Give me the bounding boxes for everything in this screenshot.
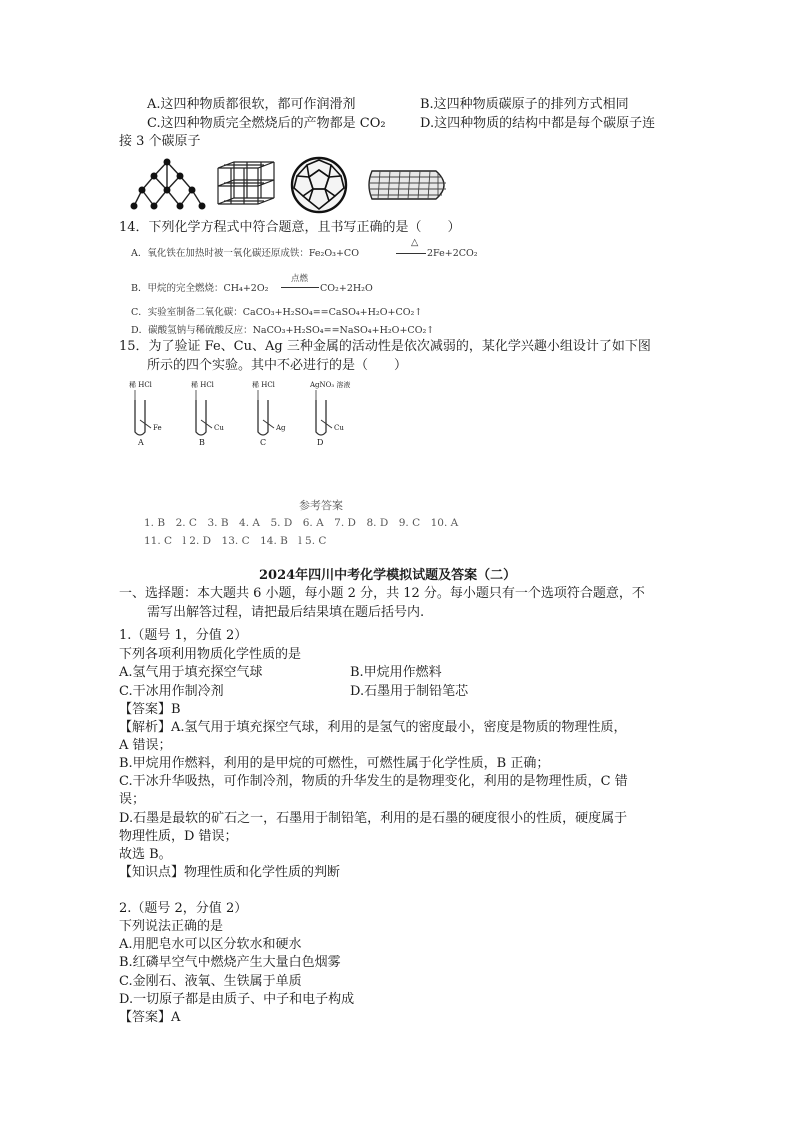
q14-b-arrow-line — [281, 287, 319, 288]
q15-stem-line1: 15．为了验证 Fe、Cu、Ag 三种金属的活动性是依次减弱的，某化学兴趣小组设计了如下图 — [119, 339, 651, 354]
tube-d-label: D — [317, 438, 324, 447]
q14-option-a-condition: △ — [411, 237, 419, 248]
q14-stem: 14．下列化学方程式中符合题意，且书写正确的是（ ） — [119, 220, 461, 235]
q1-option-b: B.甲烷用作燃料 — [350, 665, 442, 680]
section2-title: 2024年四川中考化学模拟试题及答案（二） — [259, 568, 517, 583]
tube-d-reagent: AgNO₃ 溶液 — [310, 381, 351, 389]
q14-option-c: C．实验室制备二氧化碳：CaCO₃+H₂SO₄==CaSO₄+H₂O+CO₂↑ — [131, 307, 423, 318]
q2-option-c: C.金刚石、液氧、生铁属于单质 — [119, 974, 302, 989]
c60-structure-image — [288, 156, 350, 214]
answers-title: 参考答案 — [299, 499, 343, 512]
tube-a-label: A — [138, 438, 144, 447]
q1-option-c: C.干冰用作制冷剂 — [119, 684, 224, 699]
test-tube-icon — [312, 390, 342, 440]
q1-analysis-3: B.甲烷用作燃料，利用的是甲烷的可燃性，可燃性属于化学性质，B 正确； — [119, 756, 550, 771]
q14-option-b-condition: 点燃 — [291, 274, 309, 284]
section2-intro-line2: 需写出解答过程，请把最后结果填在题后括号内. — [147, 605, 425, 620]
test-tube-icon — [254, 390, 284, 440]
q14-option-b-tail: CO₂+2H₂O — [320, 283, 373, 294]
q1-knowledge: 【知识点】物理性质和化学性质的判断 — [119, 865, 341, 880]
q13-option-b: B.这四种物质碳原子的排列方式相同 — [420, 97, 629, 112]
tube-a-reagent: 稀 HCl — [129, 381, 152, 389]
q13-option-c: C.这四种物质完全燃烧后的产物都是 CO₂ — [147, 116, 386, 131]
q2-stem: 下列说法正确的是 — [119, 919, 224, 934]
q1-answer: 【答案】B — [119, 702, 181, 717]
q15-stem-line2: 所示的四个实验。其中不必进行的是（ ） — [147, 358, 408, 373]
q1-analysis-4: C.干冰升华吸热，可作制冷剂，物质的升华发生的是物理变化，利用的是物理性质，C 错 — [119, 774, 628, 789]
q1-analysis-7: 物理性质，D 错误； — [119, 829, 238, 844]
q1-option-a: A.氢气用于填充探空气球 — [119, 665, 263, 680]
q14-option-a-tail: 2Fe+2CO₂ — [427, 248, 478, 259]
nanotube-structure-image — [366, 168, 454, 202]
q13-option-a: A.这四种物质都很软，都可作润滑剂 — [147, 97, 356, 112]
q13-option-d-cont: 接 3 个碳原子 — [119, 134, 201, 149]
q1-analysis-6: D.石墨是最软的矿石之一，石墨用于制铅笔，利用的是石墨的硬度很小的性质，硬度属于 — [119, 811, 628, 826]
tube-c-label: C — [260, 438, 267, 447]
graphite-structure-image — [214, 160, 278, 212]
q1-option-d: D.石墨用于制铅笔芯 — [350, 684, 469, 699]
q1-analysis-5: 误； — [119, 792, 146, 807]
tube-b-reagent: 稀 HCl — [191, 381, 214, 389]
q1-meta: 1.（题号 1，分值 2） — [119, 628, 248, 643]
test-tube-icon — [192, 390, 222, 440]
q2-option-b: B.红磷早空气中燃烧产生大量白色烟雾 — [119, 955, 341, 970]
section2-intro-line1: 一、选择题：本大题共 6 小题，每小题 2 分，共 12 分。每小题只有一个选项符合题意，不 — [119, 586, 645, 601]
q2-meta: 2.（题号 2，分值 2） — [119, 901, 248, 916]
tube-c-reagent: 稀 HCl — [252, 381, 275, 389]
q2-option-d: D.一切原子都是由质子、中子和电子构成 — [119, 992, 355, 1007]
q14-option-d: D．碳酸氢钠与稀硫酸反应：NaCO₃+H₂SO₄==NaSO₄+H₂O+CO₂↑ — [131, 325, 435, 336]
tube-d-metal: Cu — [334, 424, 344, 432]
answers-line1: 1. B 2. C 3. B 4. A 5. D 6. A 7. D 8. D 9. C 10. A — [144, 517, 459, 529]
q1-analysis-2: A 错误； — [119, 738, 172, 753]
tube-b-label: B — [199, 438, 205, 447]
tube-c-metal: Ag — [276, 424, 286, 432]
tube-a-metal: Fe — [153, 424, 162, 432]
q13-option-d: D.这四种物质的结构中都是每个碳原子连 — [420, 116, 656, 131]
q14-a-arrow-line — [396, 253, 426, 254]
q1-analysis-1: 【解析】A.氢气用于填充探空气球，利用的是氢气的密度最小，密度是物质的物理性质， — [119, 720, 627, 735]
q2-answer: 【答案】A — [119, 1010, 181, 1025]
q2-option-a: A.用肥皂水可以区分软水和硬水 — [119, 937, 302, 952]
diamond-structure-image — [128, 156, 206, 214]
q14-option-b: B．甲烷的完全燃烧：CH₄+2O₂ — [131, 283, 269, 294]
answers-line2: 11. C l 2. D 13. C 14. B l 5. C — [144, 535, 327, 547]
test-tube-icon — [131, 390, 161, 440]
q14-option-a: A．氧化铁在加热时被一氧化碳还原成铁：Fe₂O₃+CO — [131, 248, 359, 259]
tube-b-metal: Cu — [214, 424, 224, 432]
q1-stem: 下列各项利用物质化学性质的是 — [119, 647, 302, 662]
q1-analysis-8: 故选 B。 — [119, 847, 172, 862]
